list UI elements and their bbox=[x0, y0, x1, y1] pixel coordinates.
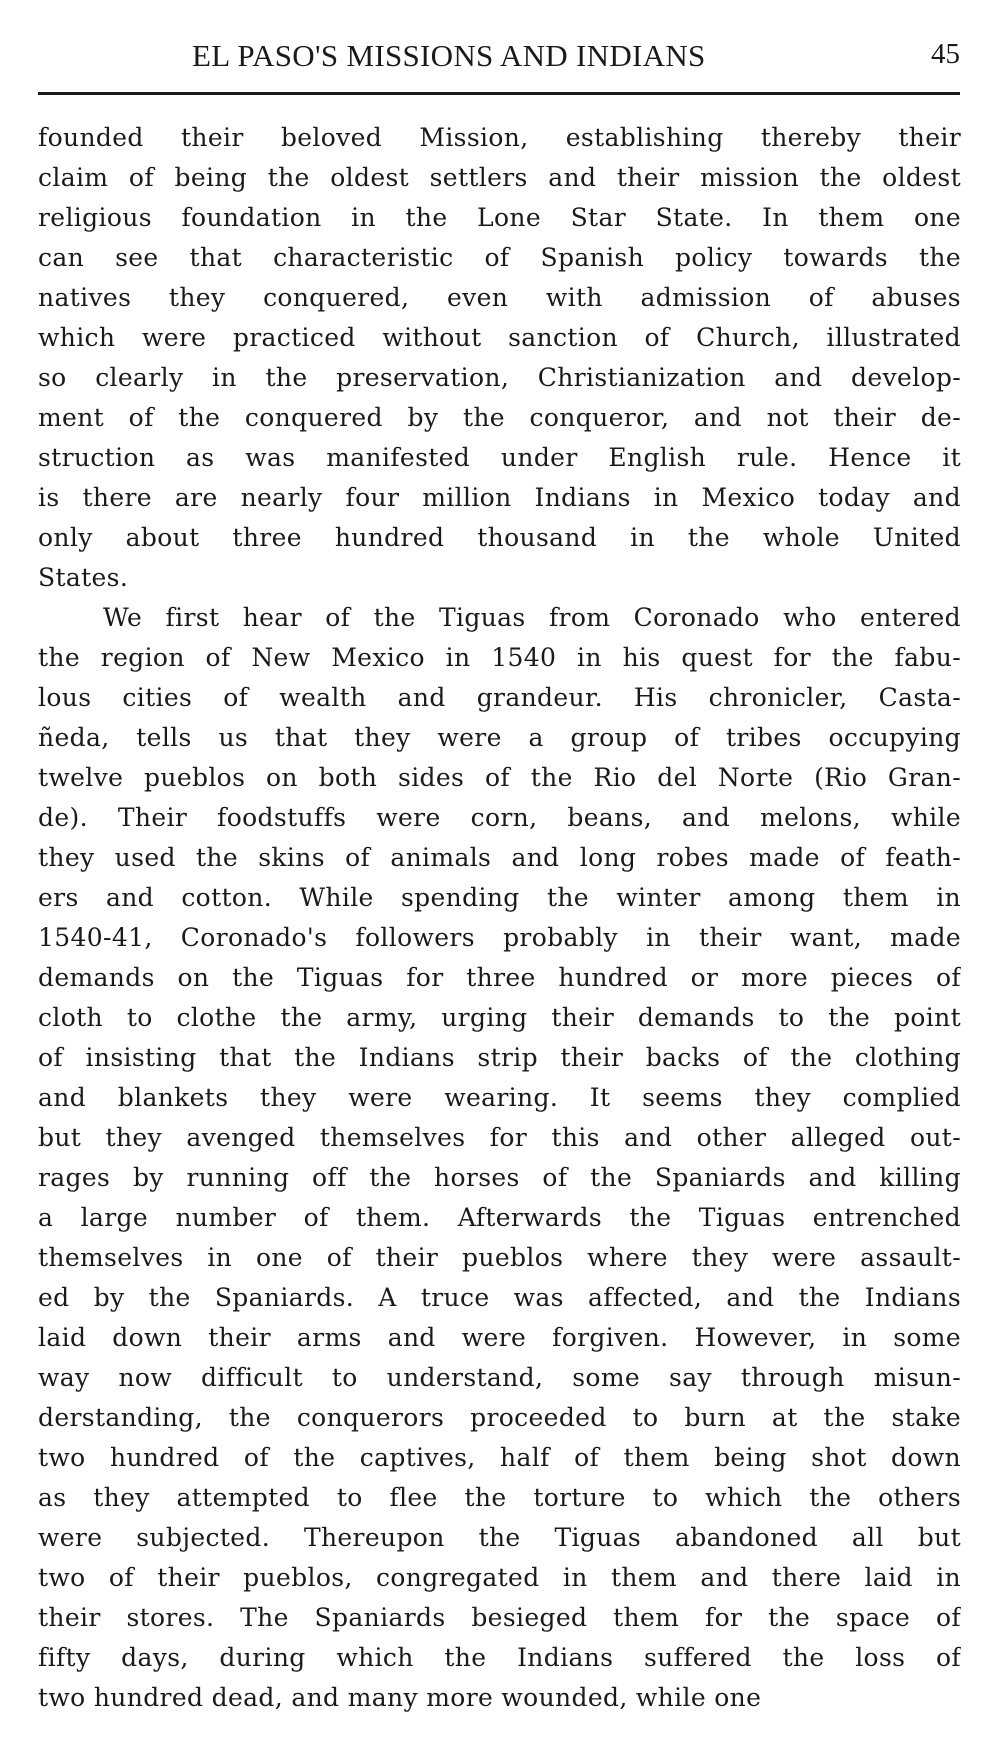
header-rule bbox=[38, 92, 960, 95]
text-line: which were practiced without sanction of Church, illustrated bbox=[38, 323, 961, 352]
text-line: lous cities of wealth and grandeur. His chronicler, Casta- bbox=[38, 683, 961, 712]
text-line: two of their pueblos, congregated in them and there laid in bbox=[38, 1563, 961, 1592]
text-line: States. bbox=[38, 563, 129, 592]
text-line: they used the skins of animals and long robes made of feath- bbox=[38, 843, 961, 872]
text-line: as they attempted to flee the torture to which the others bbox=[38, 1483, 961, 1512]
text-line: so clearly in the preservation, Christianization and develop- bbox=[38, 363, 961, 392]
text-line: de). Their foodstuffs were corn, beans, and melons, while bbox=[38, 803, 961, 832]
text-line: themselves in one of their pueblos where they were assault- bbox=[38, 1243, 961, 1272]
text-line: way now difficult to understand, some say through misun- bbox=[38, 1363, 961, 1392]
text-line: but they avenged themselves for this and other alleged out- bbox=[38, 1123, 961, 1152]
text-line: We first hear of the Tiguas from Coronado who entered bbox=[103, 603, 961, 632]
text-line: struction as was manifested under English rule. Hence it bbox=[38, 443, 961, 472]
text-line: religious foundation in the Lone Star State. In them one bbox=[38, 203, 961, 232]
text-line: their stores. The Spaniards besieged them for the space of bbox=[38, 1603, 961, 1632]
text-line: natives they conquered, even with admission of abuses bbox=[38, 283, 961, 312]
text-line: ñeda, tells us that they were a group of tribes occupying bbox=[38, 723, 961, 752]
text-line: two hundred of the captives, half of them being shot down bbox=[38, 1443, 961, 1472]
text-line: twelve pueblos on both sides of the Rio del Norte (Rio Gran- bbox=[38, 763, 961, 792]
text-line: two hundred dead, and many more wounded, while one bbox=[38, 1683, 762, 1712]
text-line: ers and cotton. While spending the winter among them in bbox=[38, 883, 961, 912]
text-line: of insisting that the Indians strip their backs of the clothing bbox=[38, 1043, 961, 1072]
text-line: ed by the Spaniards. A truce was affected, and the Indians bbox=[38, 1283, 961, 1312]
text-line: laid down their arms and were forgiven. However, in some bbox=[38, 1323, 961, 1352]
text-line: rages by running off the horses of the Spaniards and killing bbox=[38, 1163, 961, 1192]
text-line: can see that characteristic of Spanish policy towards the bbox=[38, 243, 961, 272]
text-line: derstanding, the conquerors proceeded to burn at the stake bbox=[38, 1403, 961, 1432]
text-line: only about three hundred thousand in the whole United bbox=[38, 523, 961, 552]
text-line: the region of New Mexico in 1540 in his quest for the fabu- bbox=[38, 643, 961, 672]
text-line: 1540-41, Coronado's followers probably in their want, made bbox=[38, 923, 961, 952]
running-title: EL PASO'S MISSIONS AND INDIANS bbox=[192, 38, 706, 73]
text-line: cloth to clothe the army, urging their demands to the point bbox=[38, 1003, 961, 1032]
text-line: demands on the Tiguas for three hundred or more pieces of bbox=[38, 963, 961, 992]
text-line: were subjected. Thereupon the Tiguas abandoned all but bbox=[38, 1523, 961, 1552]
text-line: is there are nearly four million Indians in Mexico today and bbox=[38, 483, 961, 512]
text-line: ment of the conquered by the conqueror, and not their de- bbox=[38, 403, 961, 432]
page-number: 45 bbox=[931, 38, 960, 70]
text-line: fifty days, during which the Indians suffered the loss of bbox=[38, 1643, 961, 1672]
text-line: claim of being the oldest settlers and their mission the oldest bbox=[38, 163, 961, 192]
running-head bbox=[40, 38, 960, 78]
text-line: founded their beloved Mission, establishing thereby their bbox=[38, 123, 961, 152]
body-text bbox=[38, 118, 961, 1718]
text-line: a large number of them. Afterwards the Tiguas entrenched bbox=[38, 1203, 961, 1232]
text-line: and blankets they were wearing. It seems they complied bbox=[38, 1083, 961, 1112]
